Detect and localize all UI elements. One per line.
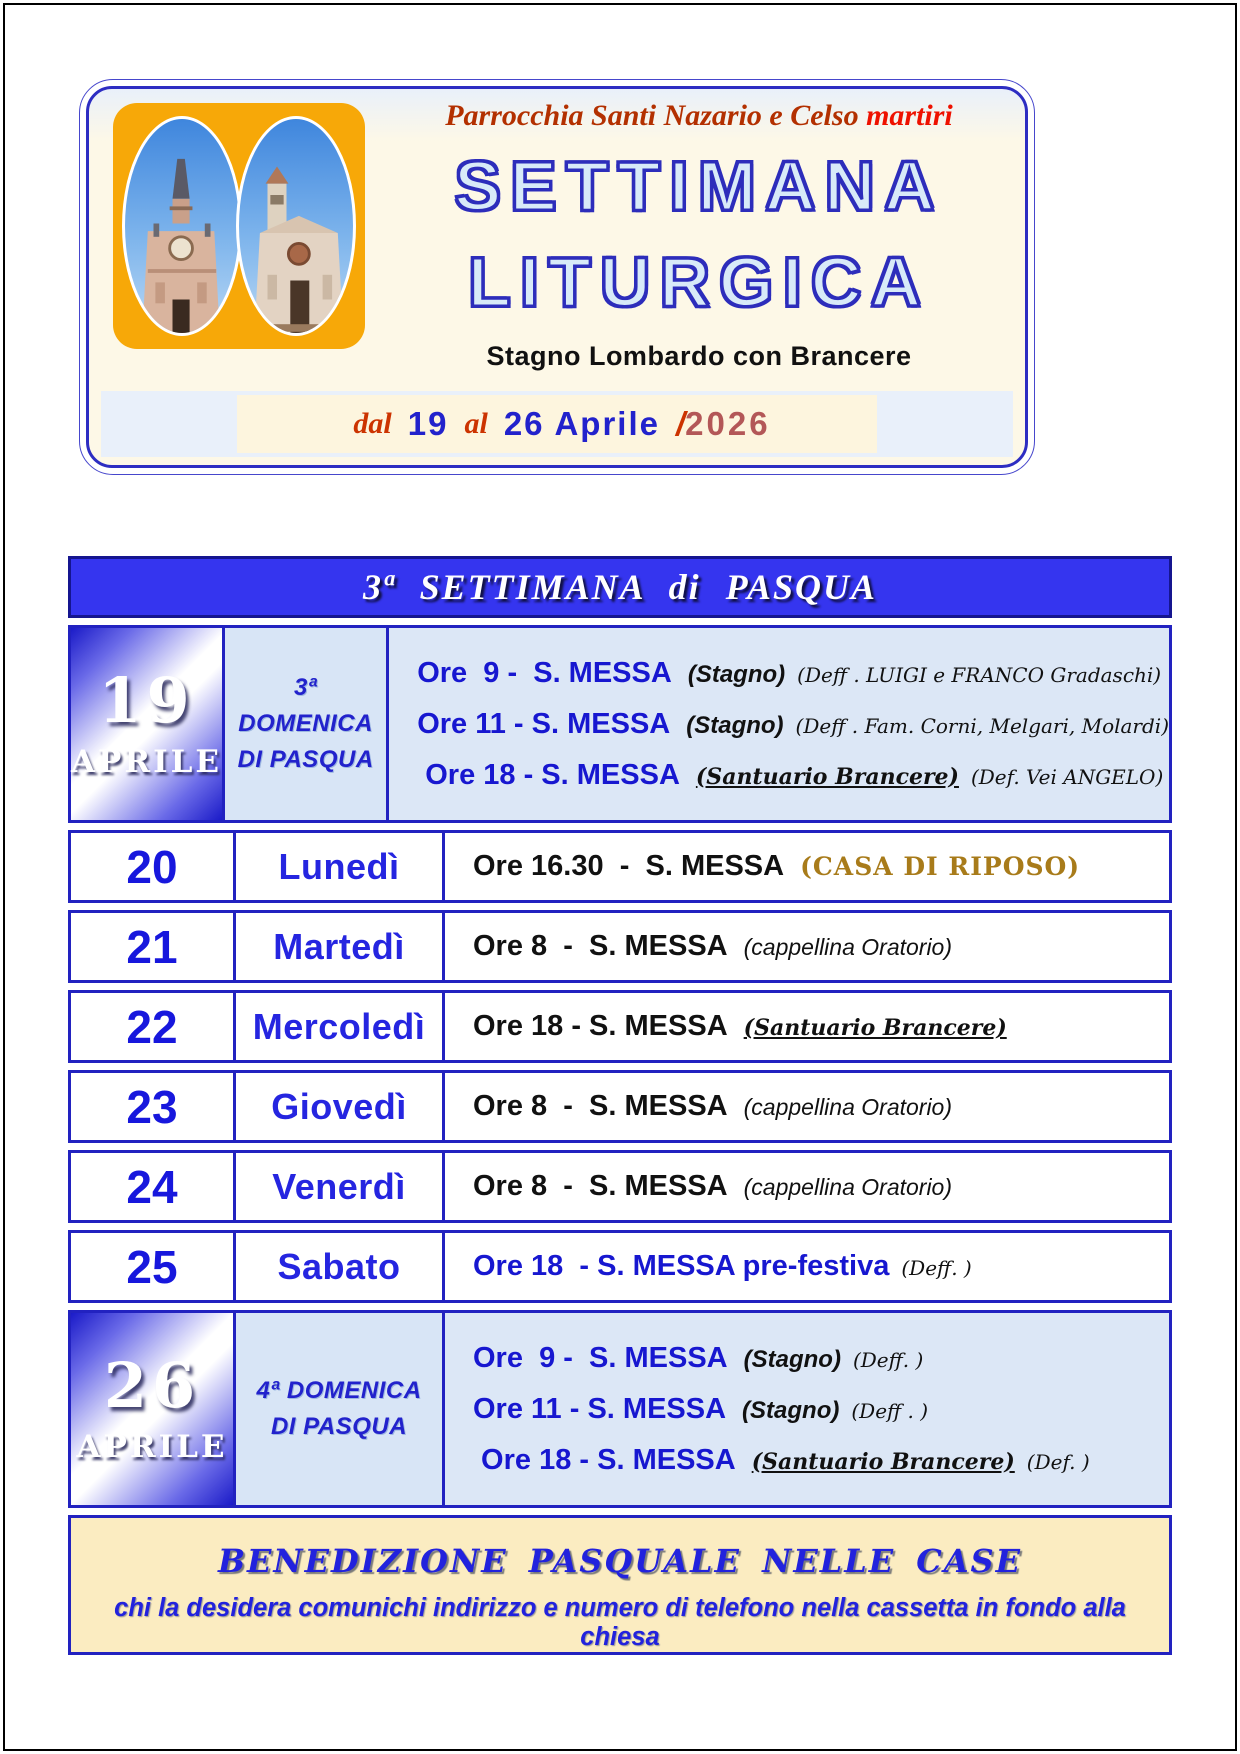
mass-time: Ore 11 - S. MESSA xyxy=(473,1392,727,1425)
mass-line xyxy=(417,708,1169,741)
mass-intention-note: (Deff. ) xyxy=(901,1256,972,1280)
date-cell-24 xyxy=(71,1153,236,1220)
parish-name-accent: martiri xyxy=(866,99,953,132)
date-cell-26 xyxy=(71,1313,236,1505)
mass-intention-note: (Deff . Fam. Corni, Melgari, Molardi) xyxy=(795,713,1169,738)
mass-place: (Stagno) xyxy=(743,1345,841,1373)
day-cell-20 xyxy=(236,833,445,900)
header-box xyxy=(86,86,1028,468)
date-cell-23 xyxy=(71,1073,236,1140)
date-cell-22 xyxy=(71,993,236,1060)
date-number: 23 xyxy=(126,1080,178,1133)
date-year: 2026 xyxy=(685,405,771,442)
mass-place: (Santuario Brancere) xyxy=(743,1015,1007,1041)
mass-line xyxy=(473,1444,1169,1477)
date-month: APRILE xyxy=(76,1428,228,1465)
mass-intention-note: (Deff. ) xyxy=(852,1347,924,1372)
calendar-row-26 xyxy=(68,1310,1172,1508)
date-number: 25 xyxy=(126,1240,178,1293)
mass-cell-21 xyxy=(445,913,1169,980)
date-number: 20 xyxy=(126,840,178,893)
mass-time: Ore 8 - S. MESSA xyxy=(473,1090,728,1122)
mass-line xyxy=(473,1393,1169,1426)
day-name: Lunedì xyxy=(278,845,400,887)
mass-time: Ore 8 - S. MESSA xyxy=(473,1170,728,1202)
day-cell-21 xyxy=(236,913,445,980)
day-name: Martedì xyxy=(273,925,405,967)
date-cell-21 xyxy=(71,913,236,980)
mass-line xyxy=(473,1010,1169,1043)
mass-cell-24 xyxy=(445,1153,1169,1220)
mass-place: (Stagno) xyxy=(687,660,786,688)
date-band xyxy=(101,391,1013,457)
mass-place: (Stagno) xyxy=(742,1396,840,1424)
day-cell-19 xyxy=(225,628,389,820)
mass-time: Ore 11 - S. MESSA xyxy=(417,707,671,740)
sunday-label-line1: 4ª DOMENICA xyxy=(256,1377,422,1404)
mass-cell-26 xyxy=(445,1313,1169,1505)
church-photo-right xyxy=(236,116,356,336)
mass-line xyxy=(417,657,1169,690)
week-title-bar: 3ª SETTIMANA di PASQUA xyxy=(68,556,1172,618)
mass-time: Ore 9 - S. MESSA xyxy=(473,1341,728,1374)
date-number: 19 xyxy=(98,664,195,738)
mass-place: (cappellina Oratorio) xyxy=(743,1094,953,1120)
calendar-row-23 xyxy=(68,1070,1172,1143)
mass-place: (Santuario Brancere) xyxy=(695,763,959,790)
footer-instructions: chi la desidera comunichi indirizzo e numero di telefono nella cassetta in fondo alla chiesa xyxy=(114,1594,1126,1651)
mass-time: Ore 18 - S. MESSA xyxy=(473,1443,736,1476)
day-name: Mercoledì xyxy=(252,1005,426,1047)
sunday-label-line1: 3ª DOMENICA xyxy=(238,674,373,737)
mass-line xyxy=(473,1170,1169,1203)
mass-line xyxy=(473,1250,1169,1283)
parish-name xyxy=(381,99,1017,133)
mass-place: (Stagno) xyxy=(686,711,784,739)
day-cell-25 xyxy=(236,1233,445,1300)
calendar-row-25 xyxy=(68,1230,1172,1303)
calendar-row-24 xyxy=(68,1150,1172,1223)
mass-time: Ore 16.30 - S. MESSA xyxy=(473,850,785,882)
mass-line xyxy=(473,1090,1169,1123)
day-name: Venerdì xyxy=(272,1165,406,1207)
mass-cell-19 xyxy=(389,628,1169,820)
mass-line xyxy=(417,759,1169,792)
mass-intention-note: (Def. ) xyxy=(1026,1449,1090,1474)
mass-time: Ore 18 - S. MESSA xyxy=(417,758,680,791)
mass-time: Ore 18 - S. MESSA xyxy=(473,1010,728,1042)
mass-place: (cappellina Oratorio) xyxy=(743,934,953,960)
date-word-dal: dal xyxy=(353,407,392,440)
calendar-row-20 xyxy=(68,830,1172,903)
day-cell-24 xyxy=(236,1153,445,1220)
date-to: 26 Aprile xyxy=(503,405,660,442)
calendar-rows xyxy=(68,625,1172,1508)
church-photos-panel xyxy=(113,103,365,349)
date-number: 26 xyxy=(103,1349,201,1423)
sunday-label xyxy=(225,670,386,778)
sunday-label-line2: DI PASQUA xyxy=(270,1413,408,1440)
date-range xyxy=(237,395,877,453)
day-cell-26 xyxy=(236,1313,445,1505)
day-name: Sabato xyxy=(277,1245,401,1287)
sunday-label-line2: DI PASQUA xyxy=(237,746,374,773)
church-illustration-right xyxy=(239,157,353,337)
date-cell-19 xyxy=(71,628,225,820)
date-number: 24 xyxy=(126,1160,178,1213)
mass-intention-note: (Deff . ) xyxy=(851,1398,929,1423)
mass-time: Ore 18 - S. MESSA pre-festiva xyxy=(473,1250,890,1282)
liturgical-week-table xyxy=(68,556,1172,1655)
church-illustration-left xyxy=(125,157,239,337)
date-month: APRILE xyxy=(71,743,223,780)
mass-place: (CASA DI RIPOSO) xyxy=(800,852,1081,881)
mass-line xyxy=(473,850,1169,883)
day-cell-23 xyxy=(236,1073,445,1140)
mass-line xyxy=(473,930,1169,963)
mass-place: (Santuario Brancere) xyxy=(751,1448,1015,1475)
location-subtitle: Stagno Lombardo con Brancere xyxy=(486,341,912,372)
mass-intention-note: (Deff . LUIGI e FRANCO Gradaschi) xyxy=(797,662,1162,687)
main-title-line2: LITURGICA xyxy=(467,243,931,322)
day-name: Giovedì xyxy=(271,1085,407,1127)
day-cell-22 xyxy=(236,993,445,1060)
mass-intention-note: (Def. Vei ANGELO) xyxy=(970,764,1164,789)
footer-title: BENEDIZIONE PASQUALE NELLE CASE xyxy=(217,1542,1023,1580)
sunday-label xyxy=(256,1373,421,1445)
main-title-line1: SETTIMANA xyxy=(454,147,944,225)
header-text-block xyxy=(381,99,1017,372)
date-slash: / xyxy=(675,405,686,442)
date-number: 22 xyxy=(126,1000,178,1053)
date-from: 19 xyxy=(407,405,449,442)
date-number: 21 xyxy=(126,920,178,973)
mass-time: Ore 8 - S. MESSA xyxy=(473,930,728,962)
calendar-row-22 xyxy=(68,990,1172,1063)
date-cell-25 xyxy=(71,1233,236,1300)
calendar-row-21 xyxy=(68,910,1172,983)
mass-cell-20 xyxy=(445,833,1169,900)
mass-cell-23 xyxy=(445,1073,1169,1140)
footer-notice xyxy=(68,1515,1172,1655)
mass-place: (cappellina Oratorio) xyxy=(743,1174,953,1200)
parish-name-main: Parrocchia Santi Nazario e Celso xyxy=(445,99,859,132)
date-word-al: al xyxy=(464,407,488,440)
mass-cell-22 xyxy=(445,993,1169,1060)
date-cell-20 xyxy=(71,833,236,900)
mass-cell-25 xyxy=(445,1233,1169,1300)
church-photo-left xyxy=(122,116,242,336)
calendar-row-19 xyxy=(68,625,1172,823)
mass-line xyxy=(473,1342,1169,1375)
mass-time: Ore 9 - S. MESSA xyxy=(417,656,672,689)
